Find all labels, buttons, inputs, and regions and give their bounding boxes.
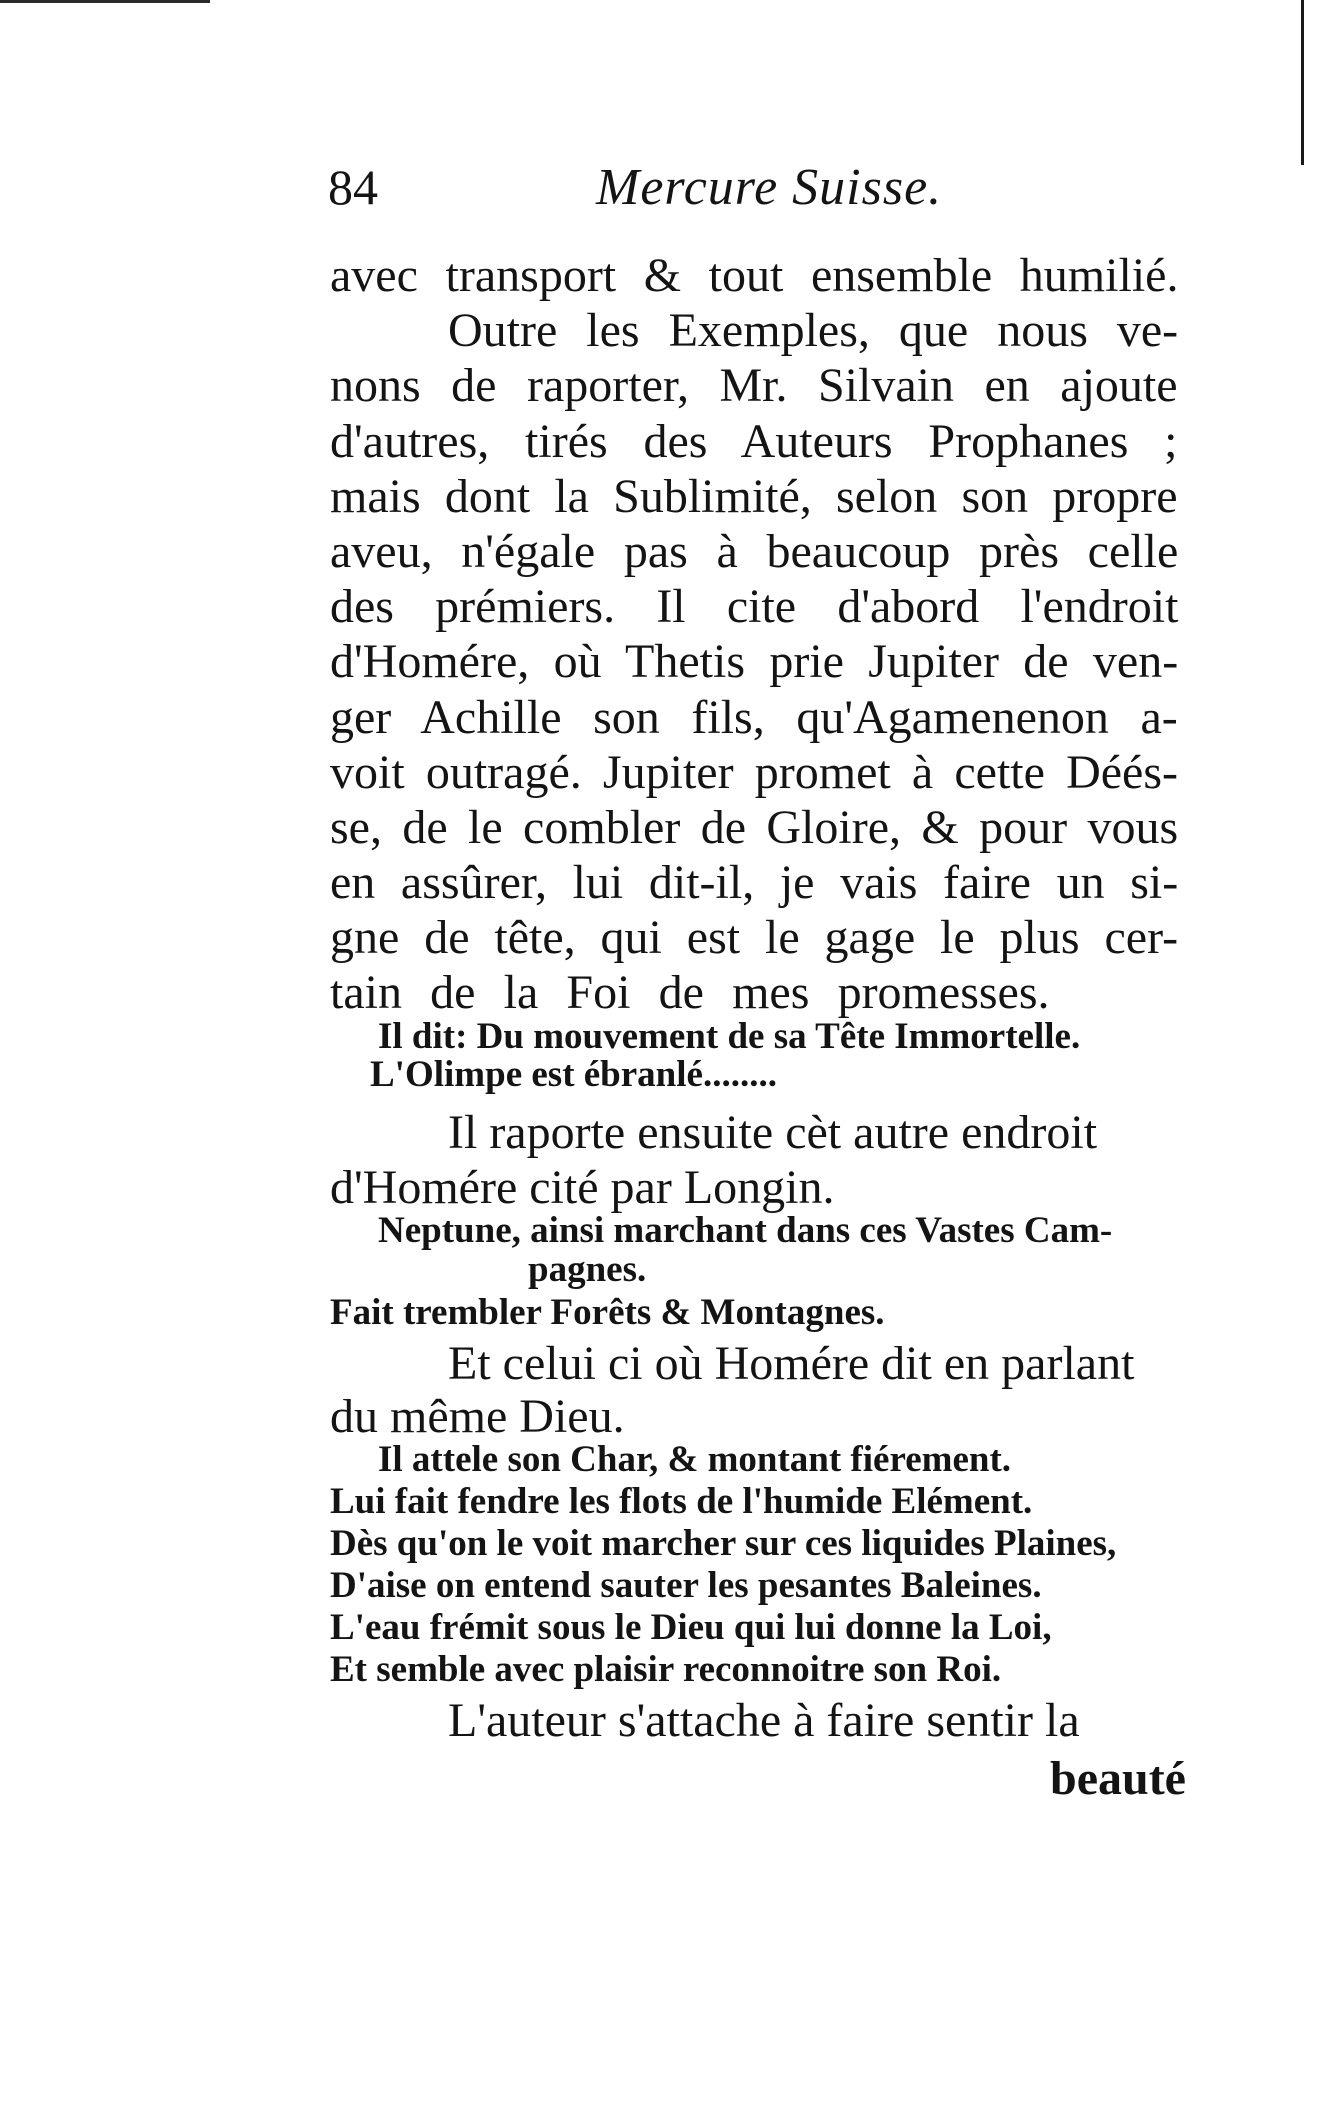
- text-line: du même Dieu.: [330, 1390, 625, 1443]
- journal-title: Mercure Suisse.: [596, 159, 943, 216]
- text-line: Il raporte ensuite cèt autre endroit: [448, 1106, 1098, 1159]
- verse-line: Il attele son Char, & montant fiérement.: [378, 1439, 1012, 1480]
- verse-line: Dès qu'on le voit marcher sur ces liquides Plaines,: [330, 1523, 1117, 1564]
- verse-line: Il dit: Du mouvement de sa Tête Immortelle.: [378, 1016, 1081, 1057]
- text-line: mais dont la Sublimité, selon son propre: [330, 470, 1178, 523]
- verse-line: Lui fait fendre les flots de l'humide Elément.: [330, 1481, 1033, 1522]
- text-line: en assûrer, lui dit-il, je vais faire un si-: [330, 856, 1179, 909]
- text-line: gne de tête, qui est le gage le plus cer-: [330, 911, 1179, 964]
- verse-line: Et semble avec plaisir reconnoitre son Roi.: [330, 1649, 1002, 1690]
- verse-line: Fait trembler Forêts & Montagnes.: [330, 1292, 885, 1333]
- page-number: 84: [328, 159, 378, 215]
- text-line: voit outragé. Jupiter promet à cette Déés-: [330, 746, 1179, 799]
- text-line: Outre les Exemples, que nous ve-: [448, 304, 1179, 357]
- text-line: tain de la Foi de mes promesses.: [330, 966, 1050, 1019]
- verse-line: L'eau frémit sous le Dieu qui lui donne la Loi,: [330, 1607, 1052, 1648]
- text-line: ger Achille son fils, qu'Agamenenon a-: [330, 691, 1178, 744]
- text-line: aveu, n'égale pas à beaucoup près celle: [330, 525, 1179, 578]
- verse-line: Neptune, ainsi marchant dans ces Vastes Cam-: [378, 1210, 1113, 1251]
- text-line: d'autres, tirés des Auteurs Prophanes ;: [330, 415, 1178, 468]
- text-line: se, de le combler de Gloire, & pour vous: [330, 801, 1179, 854]
- text-line: L'auteur s'attache à faire sentir la: [448, 1694, 1080, 1747]
- text-line: Et celui ci où Homére dit en parlant: [448, 1337, 1135, 1390]
- top-rule: [0, 0, 210, 3]
- page-edge: [1301, 0, 1304, 165]
- verse-line: D'aise on entend sauter les pesantes Baleines.: [330, 1565, 1042, 1606]
- verse-line: L'Olimpe est ébranlé........: [370, 1054, 777, 1095]
- text-line: des prémiers. Il cite d'abord l'endroit: [330, 580, 1179, 633]
- text-line: d'Homére, où Thetis prie Jupiter de ven-: [330, 635, 1179, 688]
- text-line: avec transport & tout ensemble humilié.: [330, 249, 1179, 302]
- running-head: [328, 158, 988, 218]
- verse-line: pagnes.: [528, 1249, 647, 1290]
- catchword: beauté: [1050, 1752, 1186, 1805]
- text-line: nons de raporter, Mr. Silvain en ajoute: [330, 359, 1178, 412]
- text-line: d'Homére cité par Longin.: [330, 1161, 835, 1214]
